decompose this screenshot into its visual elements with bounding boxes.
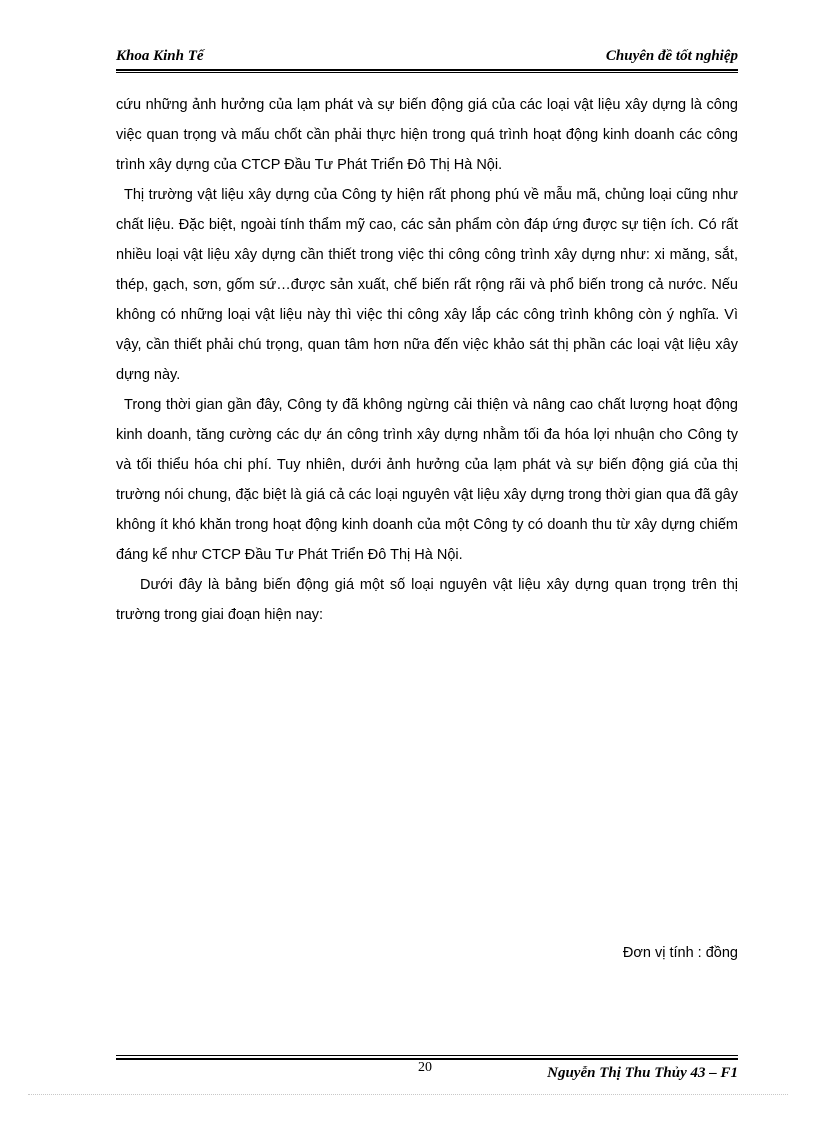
paragraph: Thị trường vật liệu xây dựng của Công ty hiện rất phong phú về mẫu mã, chủng loại cũng như chất liệu. Đặc biệt, ngoài tính thẩm mỹ cao, các sản phẩm còn đáp ứng được sự tiện ích. Có rất nhiều loại vật liệu xây dựng cần thiết trong việc thi công công trình xây dựng như: xi măng, sắt, thép, gạch, sơn, gốm sứ…được sản xuất, chế biến rất rộng rãi và phổ biến trong cả nước. Nếu không có những loại vật liệu này thì việc thi công xây lắp các công trình không còn ý nghĩa. Vì vậy, cần thiết phải chú trọng, quan tâm hơn nữa đến việc khảo sát thị phần các loại vật liệu xây dựng này.	[116, 187, 738, 383]
page-break-divider	[28, 1094, 788, 1095]
header-rule-thin	[116, 72, 738, 73]
footer-author: Nguyễn Thị Thu Thủy 43 – F1	[547, 1065, 738, 1081]
unit-note: Đơn vị tính : đồng	[622, 945, 738, 961]
paragraph: Dưới đây là bảng biến động giá một số loại nguyên vật liệu xây dựng quan trọng trên thị trường trong giai đoạn hiện nay:	[116, 577, 738, 623]
header-rule	[116, 69, 738, 71]
paragraph: cứu những ảnh hưởng của lạm phát và sự biến động giá của các loại vật liệu xây dựng là công việc quan trọng và mấu chốt cần phải thực hiện trong quá trình hoạt động kinh doanh các công trình xây dựng của CTCP Đầu Tư Phát Triển Đô Thị Hà Nội.	[116, 97, 738, 173]
paragraph: Trong thời gian gần đây, Công ty đã không ngừng cải thiện và nâng cao chất lượng hoạt động kinh doanh, tăng cường các dự án công trình xây dựng nhằm tối đa hóa lợi nhuận cho Công ty và tối thiểu hóa chi phí. Tuy nhiên, dưới ảnh hưởng của lạm phát và sự biến động giá của thị trường nói chung, đặc biệt là giá cả các loại nguyên vật liệu xây dựng trong thời gian qua đã gây không ít khó khăn trong hoạt động kinh doanh của một Công ty có doanh thu từ xây dựng chiếm đáng kể như CTCP Đầu Tư Phát Triển Đô Thị Hà Nội.	[116, 397, 738, 563]
header-faculty: Khoa Kinh Tế	[116, 48, 204, 64]
page-number: 20	[418, 1060, 432, 1075]
page-header	[116, 48, 738, 68]
footer-rule-thin	[116, 1055, 738, 1056]
header-document-type: Chuyên đề tốt nghiệp	[605, 48, 738, 64]
body-text	[116, 90, 738, 630]
